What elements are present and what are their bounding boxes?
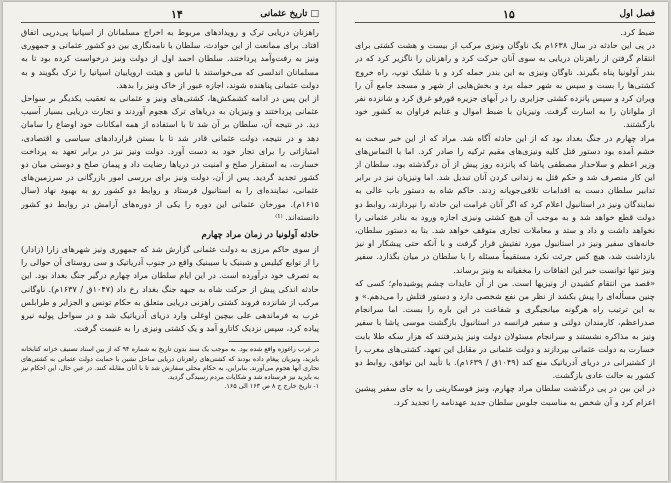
footnote-item: در غرب راغوزه واقع شده بود. به موجب یک سند بدون تاریخ به شماره ۹۴ که از بین اسناد تصنیف خزانه کتابخانه بایزید، ونیزیان پیغام داده بودند که کشتی‌های راهزنان دریایی ساحل نشین با حمایت دولت عثمانی به کشتی‌های تجاری آنها هجوم می‌آورند. بنابراین، به حکام محلی سفارش شد تا با آنان مقابله کنند. در عین حال، این احکام نیز به بایزید نیز فرستاده شد و شکایات مردم رسیدگی گردید. — [21, 345, 319, 382]
footnote-item: ۱- تاریخ خارج ج ۸ ص ۱۶۳ الی ۱۶۵. — [224, 382, 319, 391]
right-paragraph: ضبط کرد. — [620, 27, 655, 37]
section-heading: حادثه آولونیا در زمان مراد چهارم — [201, 230, 319, 241]
right-running-title: فصل اول — [619, 9, 655, 19]
left-section-paragraph: از سوی حاکم مرزی به دولت عثمانی گزارش شد که جمهوری ونیز شهرهای زارا (زادار) را از توابع کیلیس و شبنیک یا سیبنیک واقع در جنوب آدریاتیک و سی روستای آن حوالی را به تصرف خود درآورده است. در این ایام سلطان مراد چهارم درگیر جنگ بغداد بود. این حادثه اندکی پیش از حرکت شاه به جبهه جنگ بغداد رخ داد (۱۰۴۷ق / ۱۶۳۷م). ناوگانی مرکب از شانزده فروند کشتی راهزنی دریایی متعلق به حکام تونس و الجزایر و طرابلس غرب به فرماندهی علی بیچین اوغلی وارد دریای آدریاتیک شد و در سواحل پولیه نیرو پیاده کرد، سپس نزدیک کاتارو آمد و یک کشتی ونیزی را به غنیمت گرفت. — [21, 244, 319, 334]
left-paragraph: راهزنان دریایی ترک و رویدادهای مربوط به اخراج مسلمانان از اسپانیا پی‌در‌پی اتفاق افتاد. برای ممانعت از این حوادث، سلطان با نامه‌نگاری بین دو کشور عثمانی و جمهوری ونیز به رفت‌وآمد پرداختند. سلطان احمد اول از دولت ونیز درخواست کرده بود تا به مسلمانان اندلسی که می‌خواستند با لباس و هیئت اروپاییان اسپانیا را ترک بگویند و به دولت عثمانی پناهنده شوند، اجازه عبور از خاک ونیز را بدهد. — [21, 27, 319, 90]
footnotes — [21, 345, 319, 391]
left-page-number: ۱۴ — [171, 8, 183, 21]
left-page-header — [21, 8, 319, 23]
right-paragraph: مراد چهارم در جنگ بغداد بود که از این حادثه آگاه شد. مراد که از این خبر سخت به خشم آمده بود دستور قتل کلیه ونیزی‌های مقیم ترکیه را صادر کرد. اما با التماس‌های وزیر اعظم و سلاحدار مصطفی پاشا که پانزده روز پیش از آن درگذشته بود، سلطان از این کار منصرف شد و حکم قتل به زندانی کردن آنان تبدیل شد. اما ونیزیان نیز در برابر تدابیر سلطان دست به اقدامات تلافی‌جویانه زدند. حاکم شاه به دستور باب عالی به نمایندگان ونیز در استانبول اعلام کرد که اگر آنان غرامت این حادثه را نپردازند، روابط دو دولت قطع خواهد شد و به موجب آن هیچ کشتی ونیزی اجازه ورود به بنادر عثمانی را نخواهد داشت و داد و ستد و معاملات تجاری متوقف خواهد شد. بنا به دستور سلطان، خانه‌های سفیر ونیز در استانبول مورد تفتیش قرار گرفت و با آنکه حتی پیشکار او نیز بازداشت شد، هیچ کس جرئت نکرد مستقیماً مسئله را با سلطان در میان بگذارد. سفیر ونیز تنها توانست خبر این اتفاقات را مخفیانه به ونیز برساند. — [355, 132, 655, 275]
right-page-header — [355, 8, 655, 23]
right-page — [355, 8, 655, 476]
left-page-body — [21, 26, 319, 335]
right-paragraph: در پی این حادثه در سال ۱۶۳۸م یک ناوگان ونیزی مرکب از بیست و هشت کشتی برای انتقام گرفتن از راهزنان دریایی به سوی آنان حرکت کرد و راهزنان را ناگزیر کرد که در بندر آولونیا پناه بگیرند. ناوگان ونیزی به این بندر حمله کرد و با شلیک توپ، راه خروج کشتی‌ها را بست و سپس به شهر حمله برد و بخش‌هایی از شهر و مسجد جامع آن را ویران کرد و سپس پانزده کشتی جزایری را در آبهای جزیره قورفو غرق کرد و شانزده نفر از ملوانان را به اسارت گرفت. ونیزیان با ضبط اموال و غنایم فراوان به کشور خود بازگشتند. — [355, 40, 655, 130]
left-page — [21, 8, 319, 476]
right-paragraph: در این بین در پی درگذشت سلطان مراد چهارم، ونیز فوسکارینی را به جای سفیر پیشین اعزام کرد و آن شخص به مناسبت جلوس سلطان جدید عهدنامه را تجدید کرد. — [355, 383, 655, 407]
left-running-title: □ تاریخ عثمانی — [260, 9, 319, 19]
right-paragraph: «قصد من انتقام کشیدن از ونیزیها است. من از آن عایدات چشم پوشیده‌ام؛ کسی که چنین مسأله‌ای را پیش بکشد از نظر من نفع شخصی دارد و دستور قتلش را می‌دهم.» و به این ترتیب راه هرگونه میانجیگری و شفاعت در این باره را بست. اما سرانجام صدراعظم، کارمندان دولتی و سفیر فرانسه در استانبول بازگشت موسی پاشا با سفیر ونیز به مذاکره نشستند و سرانجام مسئولان دولت ونیز پذیرفتند که هزار سکه طلا بابت خسارت به دولت عثمانی بپردازند و دولت عثمانی در مقابل این تعهد، کشتی‌های مغرب را از کشتیرانی در دریای آدریاتیک منع کند (۱۰۴۹ق / ۱۶۳۹م). با تأیید این توافق، روابط دو کشور به حالت عادی بازگشت. — [355, 277, 655, 381]
book-gutter — [335, 2, 337, 481]
right-page-number: ۱۵ — [503, 8, 515, 21]
footnote-separator — [229, 341, 319, 342]
left-paragraph: از این پس در ادامه کشمکش‌ها، کشتی‌های ونیز و عثمانی به تعقیب یکدیگر بر سواحل عثمانی پرداختند و ونیزیان به دریاهای ترک هجوم آوردند و تجارت دریایی بسیار آسیب دید. در نتیجه آن، سلطان بر آن شد تا با استفاده از همه امکانات خود اوضاع را سامان دهد و در نتیجه، دولت عثمانی قادر شد تا با بستن قراردادهای سیاسی و اقتصادی، امتیازاتی را برای تجار خود به دست آورد. دولت ونیز نیز در برابر تعهد به پرداخت خسارت، به استقرار صلح و امنیت در دریاها رضایت داد و پیمان صلح و دوستی میان دو کشور تجدید گردید. پس از آن، دولت ونیز برای بررسی امور بازرگانی در سرزمین‌های عثمانی، نماینده‌ای را به استانبول فرستاد و روابط دو کشور رو به بهبود نهاد (سال ۱۶۱۵م). مورخان عثمانی این دوره را یکی از دوره‌های آرامش در روابط دو کشور دانسته‌اند. ⁽¹⁾ — [21, 93, 319, 222]
book-spread — [3, 2, 668, 481]
right-page-body — [355, 26, 655, 409]
